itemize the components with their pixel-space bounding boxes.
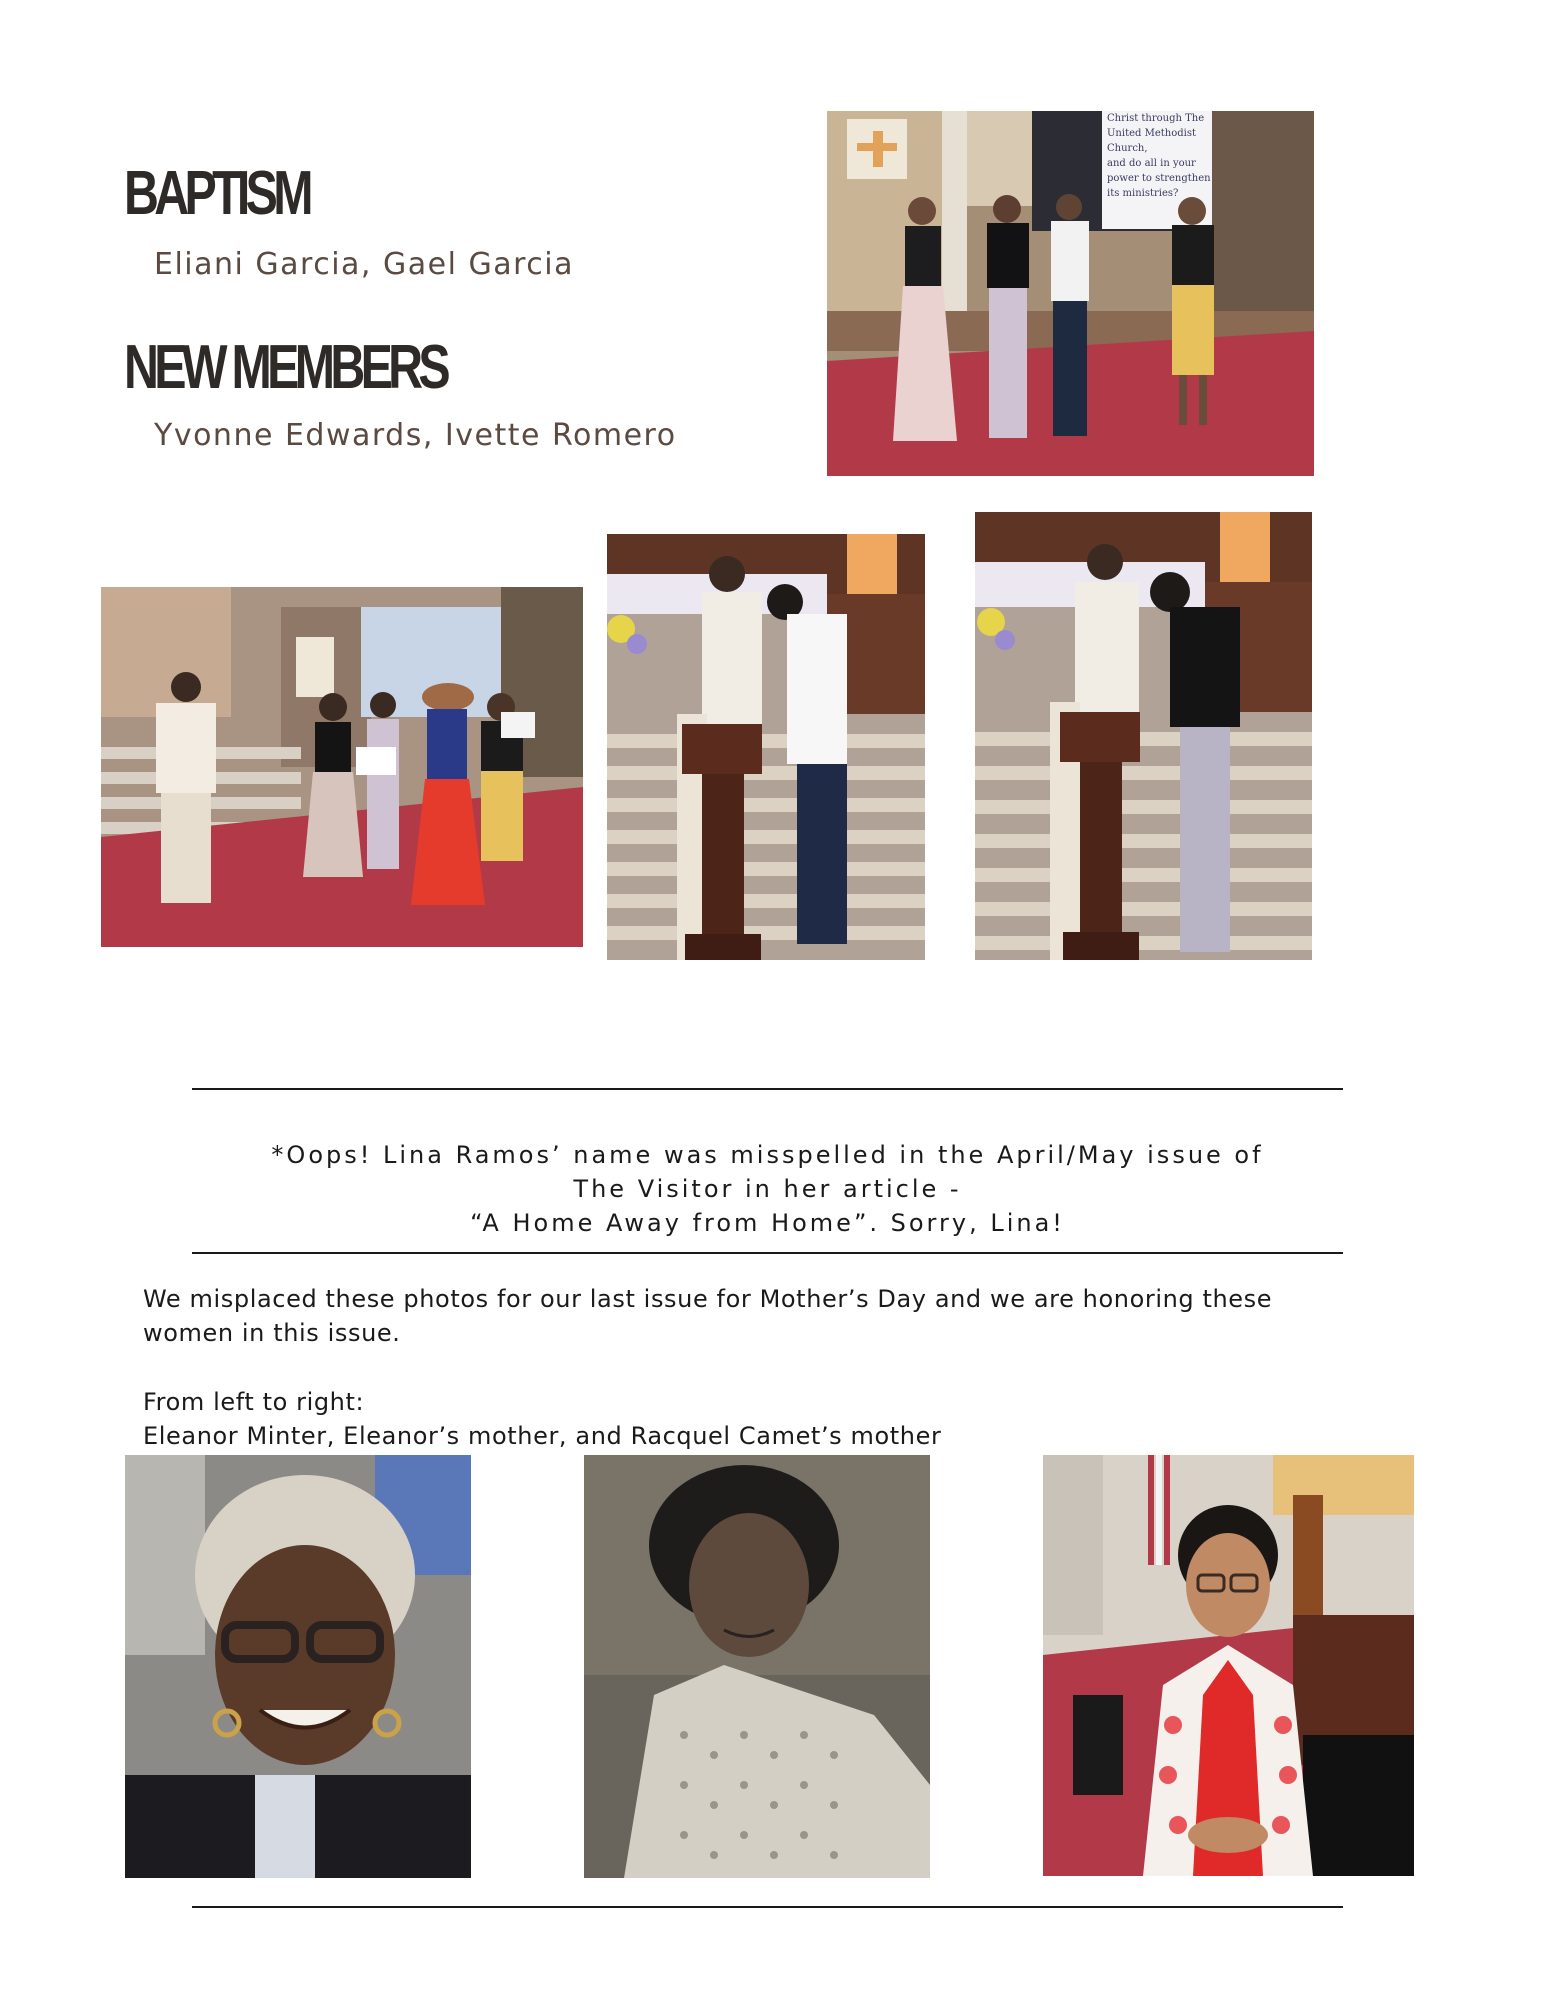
intro-line-1: We misplaced these photos for our last issue for Mother’s Day and we are honoring these [143,1285,1273,1313]
svg-text:its ministries?: its ministries? [1107,188,1179,199]
divider-top [192,1088,1343,1090]
portrait-racquel-camets-mother [1043,1455,1414,1876]
correction-note [150,1138,1385,1240]
baptism-heading: BAPTISM [124,159,309,228]
caption-line-2: Eleanor Minter, Eleanor’s mother, and Racquel Camet’s mother [143,1422,942,1450]
correction-line-2: The Visitor in her article - [573,1175,962,1203]
mothers-day-intro [143,1282,1272,1350]
baptism-names: Eliani Garcia, Gael Garcia [154,247,574,282]
welcome-photo [101,587,583,947]
mothers-day-caption [143,1385,941,1453]
portrait-eleanor-minter [125,1455,471,1878]
baptism-photo-gael [607,534,925,960]
svg-text:Church,: Church, [1107,143,1148,154]
svg-text:power to strengthen: power to strengthen [1107,173,1211,184]
new-members-names: Yvonne Edwards, Ivette Romero [154,418,677,453]
baptism-photo-eliani [975,512,1312,960]
correction-line-3: “A Home Away from Home”. Sorry, Lina! [470,1209,1065,1237]
divider-bottom [192,1906,1343,1908]
svg-text:United Methodist: United Methodist [1107,128,1196,139]
caption-line-1: From left to right: [143,1388,365,1416]
new-members-photo [827,111,1314,476]
divider-middle [192,1252,1343,1254]
svg-text:and do all in your: and do all in your [1107,158,1196,169]
svg-text:Christ through The: Christ through The [1107,113,1205,124]
new-members-heading: NEW MEMBERS [124,333,446,402]
portrait-eleanors-mother [584,1455,930,1878]
correction-line-1: *Oops! Lina Ramos’ name was misspelled in the April/May issue of [271,1141,1264,1169]
intro-line-2: women in this issue. [143,1319,401,1347]
